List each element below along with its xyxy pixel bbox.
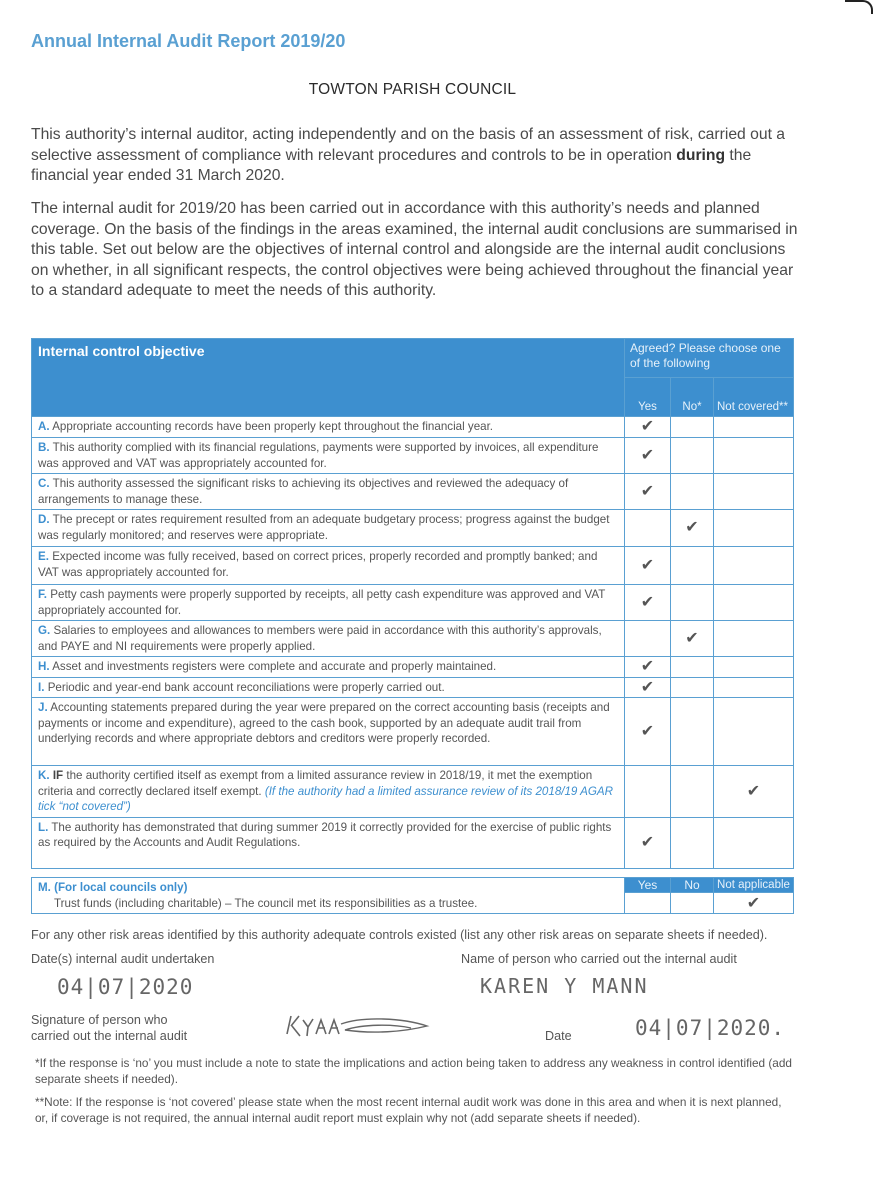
checkbox-not-covered[interactable]	[714, 657, 794, 678]
other-risk-statement: For any other risk areas identified by this authority adequate controls existed (list any other risk areas on separate sheets if needed).	[31, 928, 768, 942]
row-text: Accounting statements prepared during the year were prepared on the correct accounting basis (receipts and payments or income and expenditure), agreed to the cash book, supported by an adequate audit trail from underlying records and where appropriate debtors and creditors were properly recorded.	[38, 701, 610, 745]
audit-dates-value[interactable]: 04|07|2020	[57, 975, 194, 999]
intro-p1-text: This authority’s internal auditor, acting independently and on the basis of an assessment of risk, carried out a selective assessment of compliance with relevant procedures and controls to be in operation	[31, 126, 786, 164]
checkbox-yes[interactable]: ✔	[625, 547, 671, 585]
objective-g	[32, 621, 625, 657]
row-letter: H.	[38, 660, 50, 673]
trust-funds-text: Trust funds (including charitable) – The council met its responsibilities as a trustee.	[54, 896, 478, 910]
table-row	[32, 585, 794, 621]
table-row	[32, 677, 794, 698]
checkbox-not-covered[interactable]	[714, 677, 794, 698]
header-objective: Internal control objective	[32, 339, 625, 417]
objective-e	[32, 547, 625, 585]
checkbox-no[interactable]: ✔	[671, 510, 714, 547]
header-yes: Yes	[625, 378, 671, 417]
checkbox-no[interactable]	[671, 698, 714, 766]
objective-i	[32, 677, 625, 698]
checkbox-no[interactable]	[671, 547, 714, 585]
table-row	[32, 621, 794, 657]
checkbox-no[interactable]	[671, 766, 714, 818]
scan-corner-mark	[845, 0, 873, 14]
row-text: Expected income was fully received, based on correct prices, properly recorded and promptly banked; and VAT was appropriately accounted for.	[38, 550, 598, 579]
checkbox-no[interactable]	[671, 474, 714, 510]
table-row	[32, 510, 794, 547]
checkbox-no[interactable]	[671, 417, 714, 438]
checkbox-not-covered[interactable]	[714, 547, 794, 585]
date-label: Date	[545, 1029, 572, 1043]
checkbox-no[interactable]	[671, 438, 714, 474]
trust-checkbox-yes[interactable]	[625, 893, 671, 914]
row-text: Appropriate accounting records have been properly kept throughout the financial year.	[52, 420, 494, 433]
objective-j	[32, 698, 625, 766]
table-row	[32, 817, 794, 868]
checkbox-yes[interactable]	[625, 621, 671, 657]
trust-header-no: No	[671, 878, 714, 893]
row-text: The precept or rates requirement resulted from an adequate budgetary process; progress against the budget was regularly monitored; and reserves were appropriate.	[38, 513, 610, 542]
checkbox-yes[interactable]: ✔	[625, 585, 671, 621]
table-row	[32, 766, 794, 818]
signature-date-value[interactable]: 04|07|2020.	[635, 1016, 786, 1040]
row-text-if: IF	[52, 769, 64, 782]
table-row	[32, 657, 794, 678]
trust-funds-table	[31, 877, 794, 914]
checkbox-no[interactable]	[671, 585, 714, 621]
trust-checkbox-na[interactable]: ✔	[714, 893, 794, 914]
row-letter: D.	[38, 513, 50, 526]
row-text: This authority complied with its financial regulations, payments were supported by invoices, all expenditure was approved and VAT was appropriately accounted for.	[38, 441, 599, 470]
table-row	[32, 698, 794, 766]
row-letter: L.	[38, 820, 49, 834]
footnote-not-covered: **Note: If the response is ‘not covered’ please state when the most recent internal audit work was done in this area and when it is next planned, or, if coverage is not required, the annual internal audit report must explain why not (add separate sheets if needed).	[35, 1095, 782, 1125]
checkbox-no[interactable]	[671, 817, 714, 868]
auditor-name-label: Name of person who carried out the internal audit	[461, 952, 737, 966]
trust-header-yes: Yes	[625, 878, 671, 893]
checkbox-not-covered[interactable]	[714, 817, 794, 868]
intro-paragraph-2: The internal audit for 2019/20 has been carried out in accordance with this authority’s needs and planned coverage. On the basis of the findings in the areas examined, the internal audit conclusions are summarised in this table. Set out below are the objectives of internal control and alongside are the internal audit conclusions on whether, in all significant respects, the control objectives were being achieved throughout the financial year to a standard adequate to meet the needs of this authority.	[31, 200, 798, 299]
council-name: TOWTON PARISH COUNCIL	[308, 81, 517, 98]
row-letter: G.	[38, 624, 51, 637]
signature-label-line2: carried out the internal audit	[31, 1029, 188, 1043]
checkbox-yes[interactable]: ✔	[625, 817, 671, 868]
checkbox-yes[interactable]: ✔	[625, 474, 671, 510]
row-text: Petty cash payments were properly supported by receipts, all petty cash expenditure was approved and VAT appropriately accounted for.	[38, 588, 606, 617]
checkbox-yes[interactable]: ✔	[625, 657, 671, 678]
objective-k	[32, 766, 625, 818]
checkbox-no[interactable]: ✔	[671, 621, 714, 657]
objective-b	[32, 438, 625, 474]
row-letter: I.	[38, 680, 45, 694]
row-text: Asset and investments registers were complete and accurate and properly maintained.	[52, 660, 497, 673]
checkbox-not-covered[interactable]	[714, 417, 794, 438]
row-text: Salaries to employees and allowances to members were paid in accordance with this authority’s approvals, and PAYE and NI requirements were properly applied.	[38, 624, 602, 653]
trust-header-na: Not applicable	[714, 878, 794, 893]
header-not-covered: Not covered**	[714, 378, 794, 417]
row-letter: A.	[38, 420, 50, 433]
checkbox-not-covered[interactable]	[714, 510, 794, 547]
objective-l	[32, 817, 625, 868]
row-letter: B.	[38, 441, 50, 454]
row-letter: C.	[38, 477, 50, 490]
header-agreed: Agreed? Please choose one of the following	[625, 339, 794, 378]
signature-label-line1: Signature of person who	[31, 1013, 168, 1027]
row-letter: E.	[38, 550, 49, 563]
checkbox-yes[interactable]	[625, 510, 671, 547]
objective-a	[32, 417, 625, 438]
dates-label: Date(s) internal audit undertaken	[31, 952, 215, 966]
checkbox-not-covered[interactable]	[714, 698, 794, 766]
checkbox-yes[interactable]: ✔	[625, 417, 671, 438]
objective-d	[32, 510, 625, 547]
report-title: Annual Internal Audit Report 2019/20	[31, 31, 346, 51]
intro-p1-bold: during	[676, 146, 726, 164]
checkbox-not-covered[interactable]	[714, 621, 794, 657]
checkbox-not-covered[interactable]	[714, 585, 794, 621]
checkbox-no[interactable]	[671, 657, 714, 678]
auditor-name-value[interactable]: KAREN Y MANN	[480, 974, 649, 998]
table-row	[32, 547, 794, 585]
intro-p1-text-end: the financial year ended 31 March 2020.	[31, 146, 752, 184]
row-note: (If the authority had a limited assurance review of its 2018/19 AGAR tick “not covered”)	[38, 784, 614, 813]
checkbox-not-covered[interactable]	[714, 474, 794, 510]
row-text: This authority assessed the significant risks to achieving its objectives and reviewed the adequacy of arrangements to manage these.	[38, 477, 569, 506]
checkbox-not-covered[interactable]: ✔	[714, 766, 794, 818]
checkbox-yes[interactable]: ✔	[625, 698, 671, 766]
row-letter: F.	[38, 588, 48, 601]
table-row	[32, 417, 794, 438]
trust-checkbox-no[interactable]	[671, 893, 714, 914]
footnote-no-response: *If the response is ‘no’ you must include a note to state the implications and action being taken to address any weakness in control identified (add separate sheets if needed).	[35, 1056, 792, 1086]
table-row	[32, 438, 794, 474]
checkbox-yes[interactable]: ✔	[625, 677, 671, 698]
checkbox-no[interactable]	[671, 677, 714, 698]
trust-funds-objective	[32, 878, 625, 914]
row-text: Periodic and year-end bank account reconciliations were properly carried out.	[47, 680, 445, 694]
objective-c	[32, 474, 625, 510]
row-text: The authority has demonstrated that during summer 2019 it correctly provided for the exercise of public rights as required by the Accounts and Audit Regulations.	[38, 820, 612, 849]
control-objectives-table	[31, 338, 794, 869]
row-text: the authority certified itself as exempt from a limited assurance review in 2018/19, it met the exemption criteria and correctly declared itself exempt.	[38, 769, 593, 798]
objective-f	[32, 585, 625, 621]
intro-paragraph-1	[31, 125, 801, 187]
objective-h	[32, 657, 625, 678]
checkbox-yes[interactable]: ✔	[625, 438, 671, 474]
row-letter: J.	[38, 701, 48, 714]
auditor-signature[interactable]	[283, 1010, 433, 1042]
trust-funds-label: M. (For local councils only)	[38, 881, 188, 894]
header-no: No*	[671, 378, 714, 417]
checkbox-not-covered[interactable]	[714, 438, 794, 474]
row-letter: K.	[38, 769, 50, 782]
checkbox-yes[interactable]	[625, 766, 671, 818]
table-row	[32, 474, 794, 510]
